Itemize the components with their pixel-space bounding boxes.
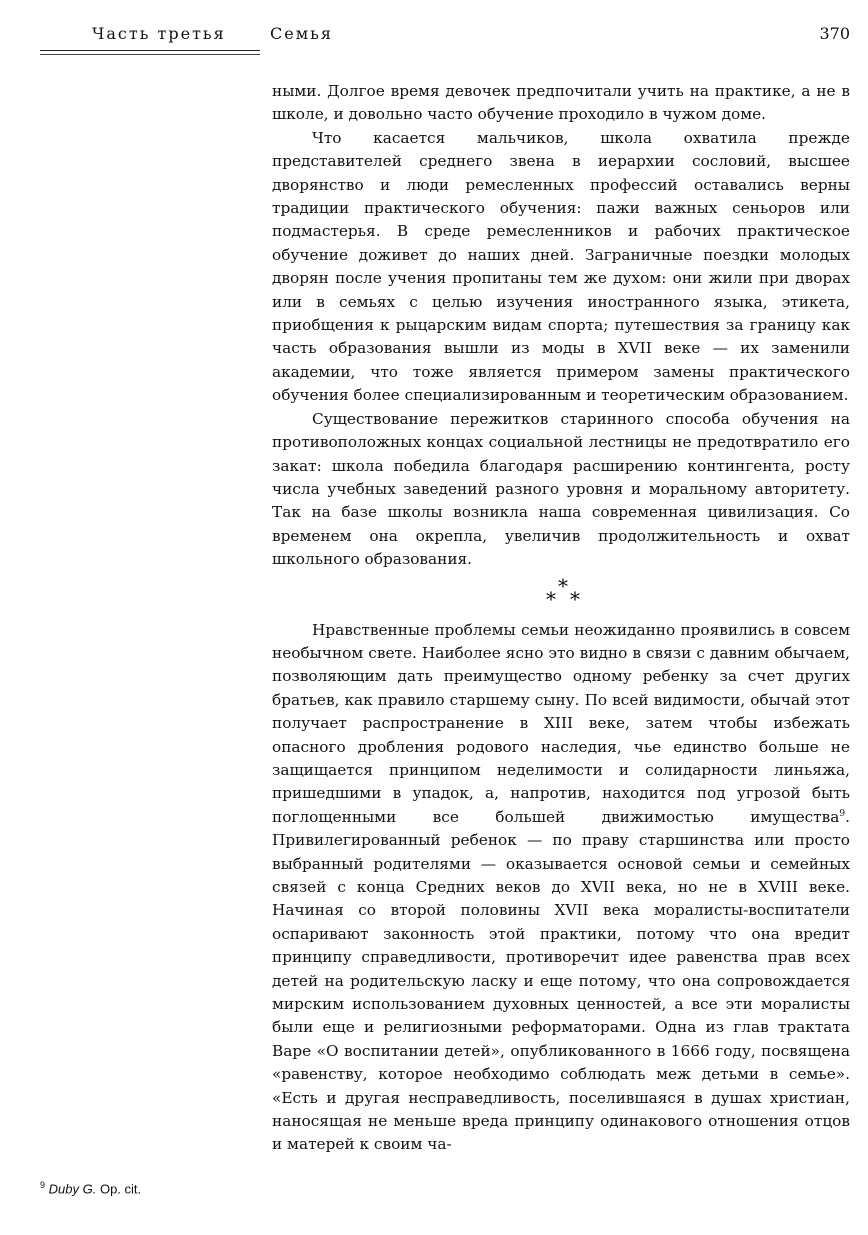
- paragraph-3: Существование пережитков старинного способа обучения на противоположных концах социальной лестницы не предотвратило его закат: школа победила благодаря расширению контингента, росту числа учебных заведений разного уровня и моральному авторитету. Так на базе школы возникла наша современная цивилизация. Со временем она окрепла, увеличив продолжительность и охват школьного образования.: [272, 409, 850, 569]
- footnote-number: 9: [40, 1180, 46, 1190]
- footnote-source: Op. cit.: [99, 1181, 142, 1197]
- asterism-star-left: *: [546, 586, 556, 611]
- paragraph-4: [272, 619, 850, 1157]
- footnote: [40, 1180, 141, 1196]
- asterism-star-right: *: [570, 586, 580, 611]
- header-rule-secondary: [40, 54, 260, 55]
- page-number: 370: [819, 24, 850, 43]
- paragraph-4-text-after-note: . Привилегированный ребенок — по праву старшинства или просто выбранный родителями — оказывается основой семьи и семейных связей с конца Средних веков до XVII века, но не в XVIII веке. Начиная со второй половины XVII века моралисты-воспитатели оспаривают законность этой практики, потому что она вредит принципу справедливости, противоречит идее равенства прав всех детей на родительскую ласку и еще потому, что она сопровождается мирским использованием духовных ценностей, а все эти моралисты были еще и религиозными реформаторами. Одна из глав трактата Варе «О воспитании детей», опубликованного в 1666 году, посвящена «равенству, которое необходимо соблюдать меж детьми в семье». «Есть и другая несправедливость, поселившаяся в душах христиан, наносящая не меньше вреда принципу одинакового отношения отцов и матерей к своим ча-: [272, 807, 850, 1154]
- asterism-star-top: *: [558, 573, 568, 598]
- header-rule: [40, 50, 260, 51]
- running-header: [92, 24, 850, 48]
- paragraph-4-text-before-note: Нравственные проблемы семьи неожиданно проявились в совсем необычном свете. Наиболее ясно это видно в связи с давним обычаем, позволяющим дать преимущество одному ребенку за счет других братьев, как правило старшему сыну. По всей видимости, обычай этот получает распространение в XIII веке, затем чтобы избежать опасного дробления родового наследия, чье единство больше не защищается принципом неделимости и солидарности линьяжа, пришедшими в упадок, а, напротив, находится под угрозой быть поглощенными все большей движимостью имущества: [272, 620, 850, 826]
- paragraph-1: ными. Долгое время девочек предпочитали учить на практике, а не в школе, и довольно часто обучение проходило в чужом доме.: [272, 82, 850, 124]
- header-section-title: Семья: [270, 24, 333, 43]
- main-text: [272, 80, 850, 1157]
- footnote-reference[interactable]: 9: [839, 808, 846, 819]
- header-part-title: Часть третья: [92, 24, 226, 43]
- footnote-author: Duby G.: [48, 1181, 97, 1197]
- paragraph-2: Что касается мальчиков, школа охватила прежде представителей среднего звена в иерархии сословий, высшее дворянство и люди ремесленных профессий оставались верны традиции практического обучения: пажи важных сеньоров или подмастерья. В среде ремесленников и рабочих практическое обучение доживет до наших дней. Заграничные поездки молодых дворян после учения пропитаны тем же духом: они жили при дворах или в семьях с целью изучения иностранного языка, этикета, приобщения к рыцарским видам спорта; путешествия за границу как часть образования вышли из моды в XVII веке — их заменили академии, что тоже является примером замены практического обучения более специализированным и теоретическим образованием.: [272, 128, 850, 405]
- section-asterism: [272, 572, 850, 619]
